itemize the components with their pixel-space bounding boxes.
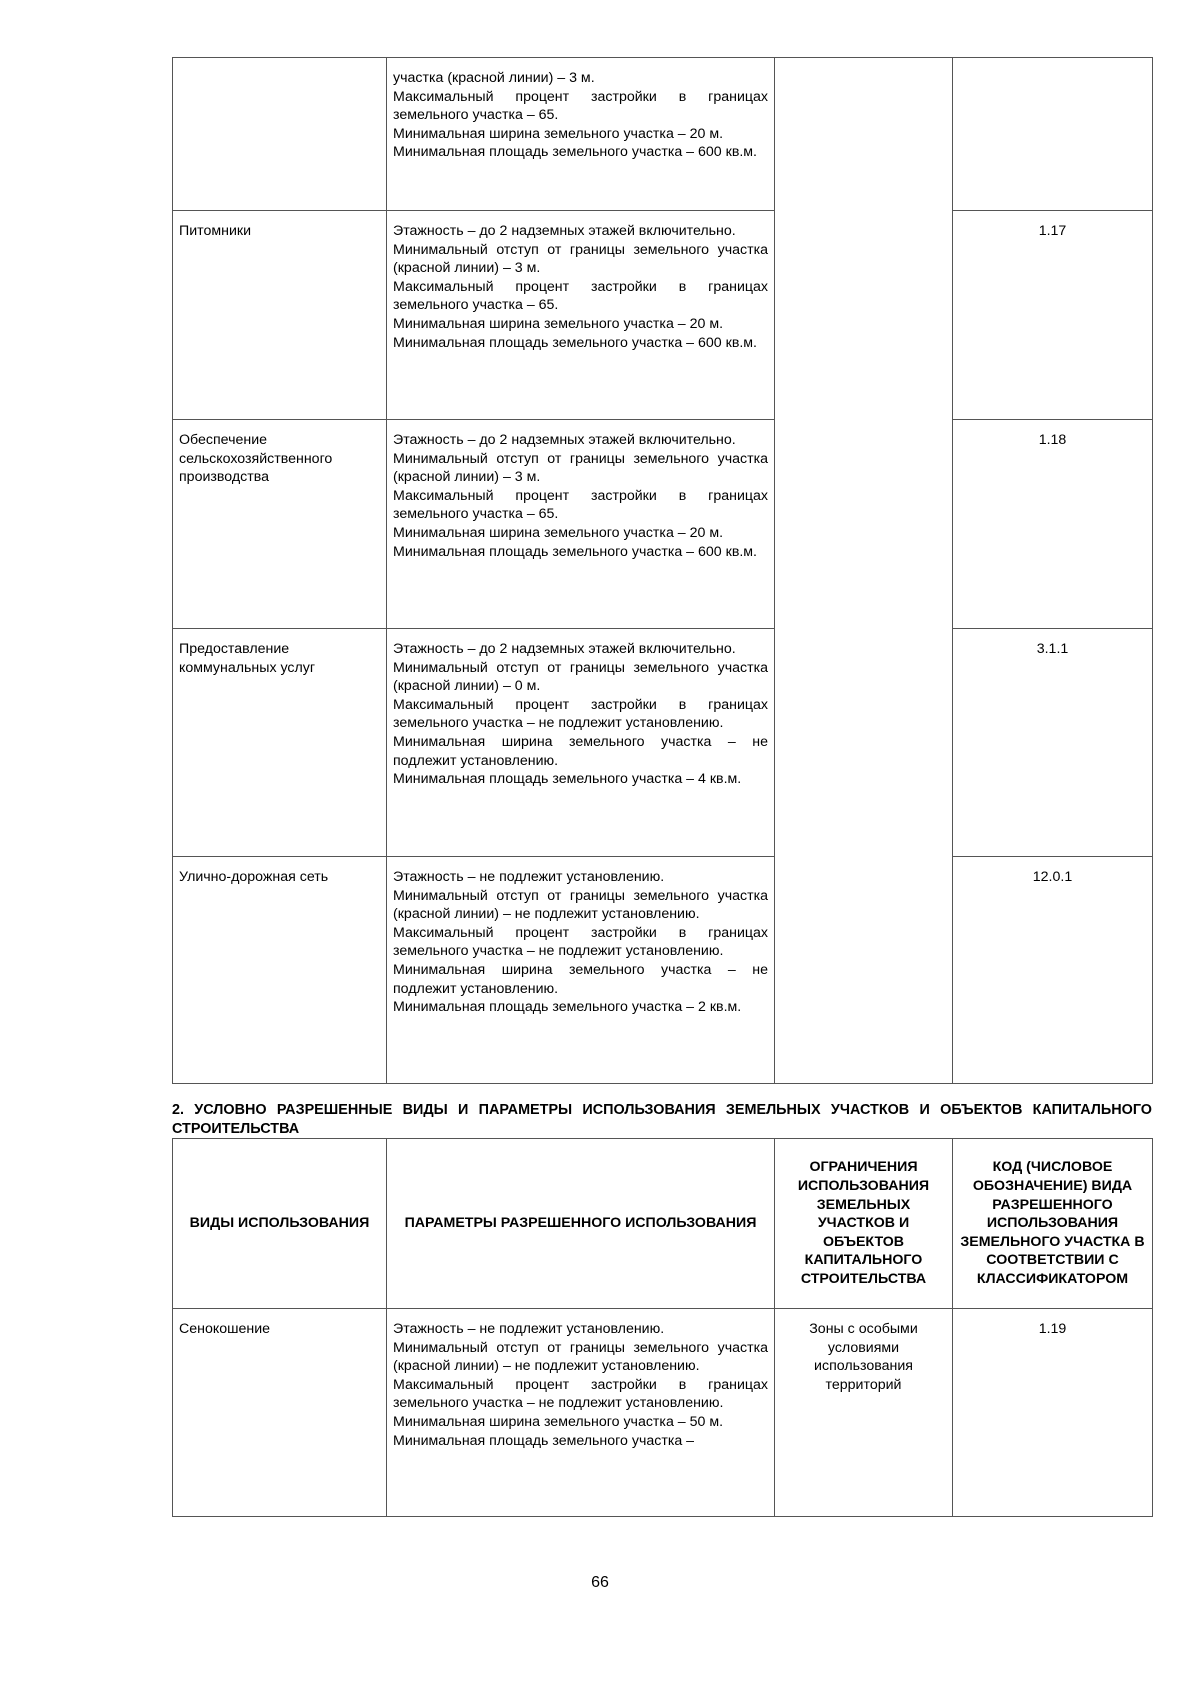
use-type-cell: Питомники [173, 211, 387, 420]
code-cell: 1.18 [953, 420, 1153, 629]
use-type-cell [173, 58, 387, 211]
table-row [173, 629, 1153, 857]
code-cell [953, 58, 1153, 211]
use-type-cell: Обеспечение сельскохозяйственного производства [173, 420, 387, 629]
code-cell: 3.1.1 [953, 629, 1153, 857]
column-header-parameters: ПАРАМЕТРЫ РАЗРЕШЕННОГО ИСПОЛЬЗОВАНИЯ [387, 1139, 775, 1309]
column-header-restrictions: ОГРАНИЧЕНИЯ ИСПОЛЬЗОВАНИЯ ЗЕМЕЛЬНЫХ УЧАСТКОВ И ОБЪЕКТОВ КАПИТАЛЬНОГО СТРОИТЕЛЬСТВА [775, 1139, 953, 1309]
parameter-line: Максимальный процент застройки в границах земельного участка – не подлежит установлению. [393, 696, 768, 732]
parameters-cell [387, 1309, 775, 1517]
parameter-line: Минимальная площадь земельного участка – 600 кв.м. [393, 543, 757, 560]
table-row [173, 58, 1153, 211]
use-type-cell: Улично-дорожная сеть [173, 857, 387, 1084]
parameter-line: участка (красной линии) – 3 м. [393, 70, 595, 86]
parameter-line: Минимальная ширина земельного участка – 20 м. [393, 125, 724, 142]
parameter-line: Минимальная ширина земельного участка – не подлежит установлению. [393, 733, 768, 769]
parameter-line: Максимальный процент застройки в границах земельного участка – не подлежит установлению. [393, 924, 768, 960]
parameter-line: Минимальная площадь земельного участка – 2 кв.м. [393, 999, 742, 1016]
parameter-line: Максимальный процент застройки в границах земельного участка – 65. [393, 88, 768, 124]
code-cell: 1.17 [953, 211, 1153, 420]
parameters-cell [387, 629, 775, 857]
parameter-line: Этажность – не подлежит установлению. [393, 1321, 665, 1337]
use-type-cell: Сенокошение [173, 1309, 387, 1517]
permitted-uses-table-continued [172, 57, 1153, 1084]
table-header-row [173, 1139, 1153, 1309]
parameters-cell [387, 58, 775, 211]
column-header-use-types: ВИДЫ ИСПОЛЬЗОВАНИЯ [173, 1139, 387, 1309]
parameter-line: Этажность – до 2 надземных этажей включительно. [393, 432, 736, 448]
table-row [173, 857, 1153, 1084]
parameter-line: Минимальный отступ от границы земельного участка (красной линии) – не подлежит установлению. [393, 887, 768, 923]
parameter-line: Минимальный отступ от границы земельного участка (красной линии) – 0 м. [393, 659, 768, 695]
page-number: 66 [591, 1574, 609, 1591]
parameter-line: Минимальная ширина земельного участка – 20 м. [393, 315, 724, 332]
parameter-line: Этажность – не подлежит установлению. [393, 869, 665, 885]
parameter-line: Минимальная площадь земельного участка – 600 кв.м. [393, 144, 757, 161]
use-type-cell: Предоставление коммунальных услуг [173, 629, 387, 857]
parameter-line: Минимальная ширина земельного участка – 20 м. [393, 524, 724, 541]
parameter-line: Максимальный процент застройки в границах земельного участка – не подлежит установлению. [393, 1376, 768, 1412]
parameters-cell [387, 420, 775, 629]
parameter-line: Минимальный отступ от границы земельного участка (красной линии) – 3 м. [393, 241, 768, 277]
table-row [173, 211, 1153, 420]
parameter-line: Минимальная площадь земельного участка – 4 кв.м. [393, 771, 742, 788]
parameter-line: Максимальный процент застройки в границах земельного участка – 65. [393, 278, 768, 314]
parameter-line: Этажность – до 2 надземных этажей включительно. [393, 223, 736, 239]
conditional-uses-table [172, 1138, 1153, 1517]
parameter-line: Минимальный отступ от границы земельного участка (красной линии) – не подлежит установлению. [393, 1339, 768, 1375]
parameter-line: Минимальный отступ от границы земельного участка (красной линии) – 3 м. [393, 450, 768, 486]
table-row [173, 420, 1153, 629]
restrictions-cell [775, 58, 953, 1084]
parameter-line: Минимальная площадь земельного участка – 600 кв.м. [393, 334, 757, 351]
column-header-code: КОД (ЧИСЛОВОЕ ОБОЗНАЧЕНИЕ) ВИДА РАЗРЕШЕННОГО ИСПОЛЬЗОВАНИЯ ЗЕМЕЛЬНОГО УЧАСТКА В СООТВЕТСТВИИ С КЛАССИФИКАТОРОМ [953, 1139, 1153, 1309]
parameters-cell [387, 857, 775, 1084]
parameter-line: Минимальная площадь земельного участка – [393, 1432, 695, 1449]
parameter-line: Минимальная ширина земельного участка – не подлежит установлению. [393, 961, 768, 997]
parameter-line: Этажность – до 2 надземных этажей включительно. [393, 641, 736, 657]
section-heading: 2. УСЛОВНО РАЗРЕШЕННЫЕ ВИДЫ И ПАРАМЕТРЫ ИСПОЛЬЗОВАНИЯ ЗЕМЕЛЬНЫХ УЧАСТКОВ И ОБЪЕКТОВ КАПИТАЛЬНОГО СТРОИТЕЛЬСТВА [172, 1102, 1152, 1137]
table-row [173, 1309, 1153, 1517]
parameter-line: Максимальный процент застройки в границах земельного участка – 65. [393, 487, 768, 523]
restrictions-cell: Зоны с особыми условиями использования территорий [775, 1309, 953, 1517]
parameter-line: Минимальная ширина земельного участка – 50 м. [393, 1413, 724, 1430]
parameters-cell [387, 211, 775, 420]
code-cell: 1.19 [953, 1309, 1153, 1517]
code-cell: 12.0.1 [953, 857, 1153, 1084]
